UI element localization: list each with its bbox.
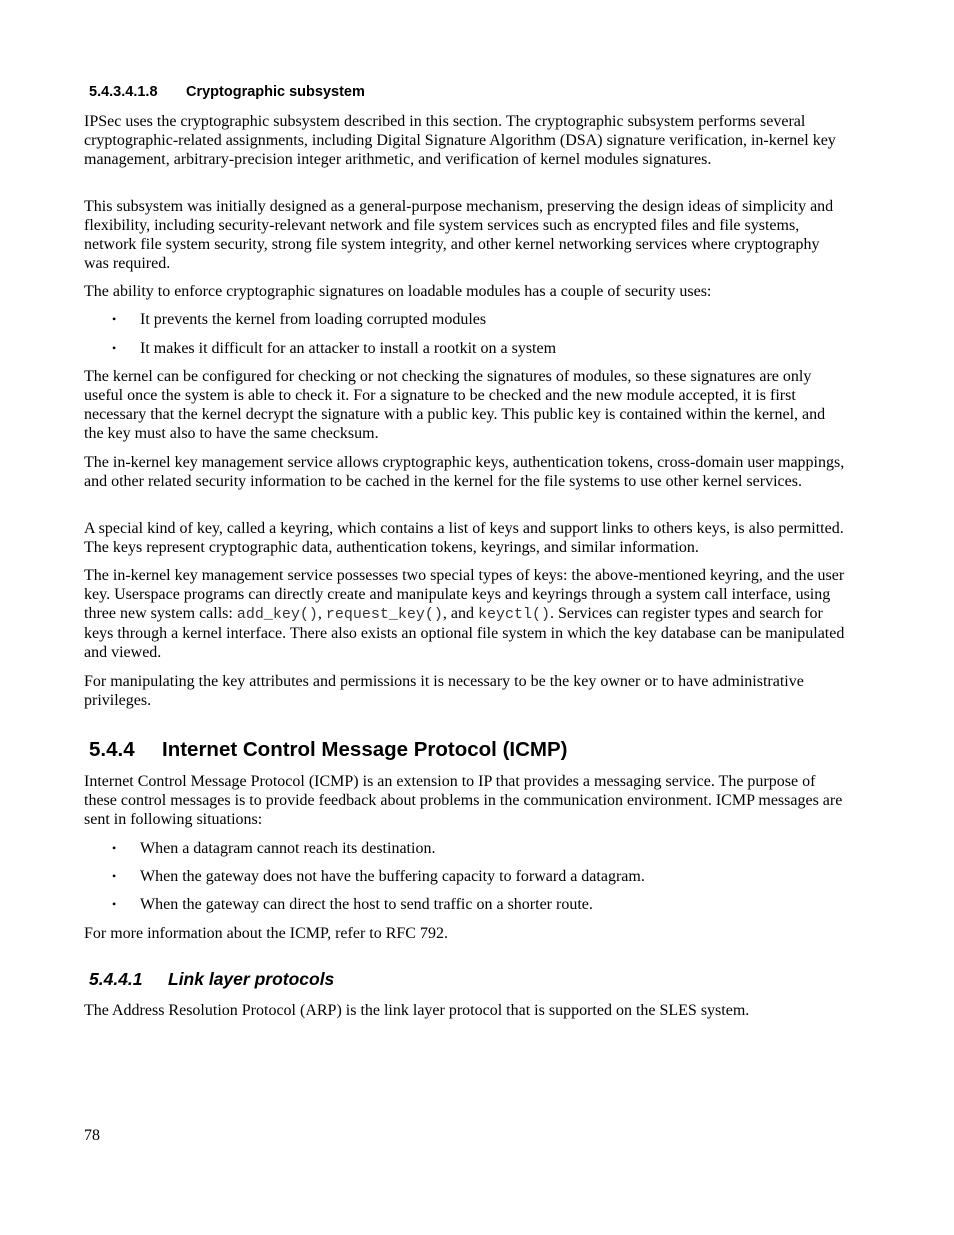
paragraph-text: IPSec uses the cryptographic subsystem described in this section. The cryptographic subsystem performs several cryptographic-related assignments, including Digital Signature Algorithm (DSA) signature verification, in-kernel key management, arbitrary-precision integer arithmetic, and verification of kernel modules signatures. [84, 113, 836, 168]
bullet-icon: • [112, 312, 117, 326]
section-title: Cryptographic subsystem [186, 84, 365, 100]
page-number: 78 [84, 1127, 100, 1144]
paragraph-signature-uses [84, 282, 846, 301]
paragraph-icmp-more-info [84, 924, 846, 943]
section-number: 5.4.4.1 [89, 969, 143, 989]
paragraph-icmp-intro [84, 772, 846, 829]
paragraph-keyring [84, 519, 846, 557]
list-item-text: It makes it difficult for an attacker to install a rootkit on a system [140, 340, 557, 357]
paragraph-key-management [84, 453, 846, 491]
section-number: 5.4.3.4.1.8 [89, 84, 158, 100]
paragraph-subsystem-design [84, 197, 846, 273]
paragraph-text: This subsystem was initially designed as a general-purpose mechanism, preserving the design ideas of simplicity and flexibility, including security-relevant network and file system services such as encrypted files and file systems, network file system security, strong file system integrity, and other kernel networking services where cryptography was required. [84, 198, 834, 272]
bullet-icon: • [112, 841, 117, 855]
paragraph-text [84, 566, 846, 662]
text-run: , and [442, 605, 478, 622]
paragraph-text: For more information about the ICMP, refer to RFC 792. [84, 925, 448, 942]
section-heading-link-layer [89, 969, 334, 990]
paragraph-text: The in-kernel key management service allows cryptographic keys, authentication tokens, cross-domain user mappings, and other related security information to be cached in the kernel for the file systems to use other kernel services. [84, 454, 845, 490]
paragraph-text: The ability to enforce cryptographic signatures on loadable modules has a couple of security uses: [84, 283, 712, 300]
paragraph-ipsec [84, 112, 846, 169]
list-item-text: When the gateway can direct the host to send traffic on a shorter route. [140, 896, 593, 913]
bullet-icon: • [112, 341, 117, 355]
code-keyctl: keyctl() [478, 606, 551, 623]
section-heading-icmp [89, 738, 567, 762]
paragraph-arp [84, 1001, 846, 1020]
bullet-icon: • [112, 897, 117, 911]
text-run: , [317, 605, 326, 622]
code-request-key: request_key() [325, 606, 443, 623]
paragraph-permissions [84, 672, 846, 710]
paragraph-text: A special kind of key, called a keyring, which contains a list of keys and support links to others keys, is also permitted. The keys represent cryptographic data, authentication tokens, keyrings, and similar information. [84, 520, 844, 556]
list-item-text: When the gateway does not have the buffering capacity to forward a datagram. [140, 868, 645, 885]
paragraph-system-calls [84, 566, 846, 662]
paragraph-kernel-config [84, 367, 846, 443]
paragraph-text: For manipulating the key attributes and permissions it is necessary to be the key owner or to have administrative privileges. [84, 673, 804, 709]
paragraph-text: The kernel can be configured for checking or not checking the signatures of modules, so these signatures are only useful once the system is able to check it. For a signature to be checked and the new module accepted, it is first necessary that the kernel decrypt the signature with a public key. This public key is contained within the kernel, and the key must also to have the same checksum. [84, 368, 826, 442]
list-item-text: It prevents the kernel from loading corrupted modules [140, 311, 487, 328]
section-title: Internet Control Message Protocol (ICMP) [162, 738, 568, 761]
text-run: . Services can register types and search for keys through a kernel interface. There also exists an optional file system in which the key database can be manipulated and viewed. [84, 605, 845, 661]
text-run: The in-kernel key management service possesses two special types of keys: the above-mentioned keyring, and the user key. Userspace programs can directly create and manipulate keys and keyrings through a system call interface, using three new system calls: [84, 567, 845, 622]
list-item-text: When a datagram cannot reach its destination. [140, 840, 436, 857]
paragraph-text: Internet Control Message Protocol (ICMP) is an extension to IP that provides a messaging service. The purpose of these control messages is to provide feedback about problems in the communication environment. ICMP messages are sent in following situations: [84, 773, 843, 828]
bullet-icon: • [112, 869, 117, 883]
code-add-key: add_key() [236, 606, 318, 623]
section-number: 5.4.4 [89, 738, 135, 761]
paragraph-text: The Address Resolution Protocol (ARP) is the link layer protocol that is supported on the SLES system. [84, 1002, 750, 1019]
section-title: Link layer protocols [168, 969, 335, 989]
section-heading-crypto [89, 84, 365, 100]
